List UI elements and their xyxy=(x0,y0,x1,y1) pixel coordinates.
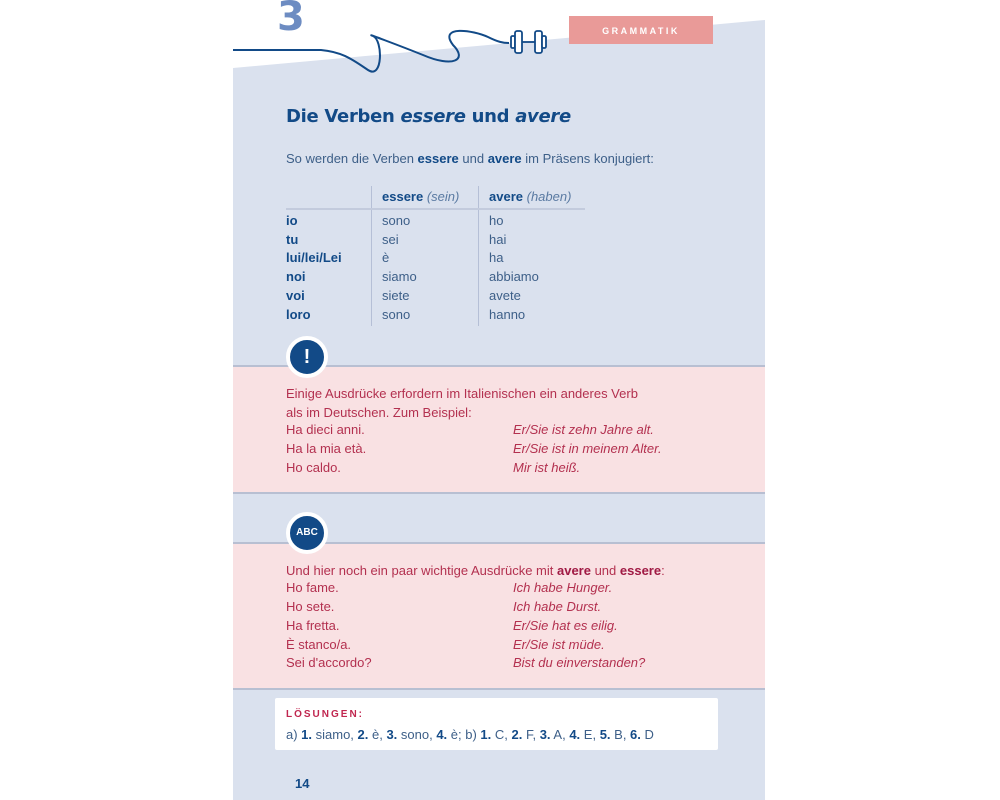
avere-form: abbiamo xyxy=(489,269,539,284)
wave-line-decoration xyxy=(233,0,765,90)
essere-form: sei xyxy=(382,232,399,247)
example-row: Sei d'accordo? Bist du einverstanden? xyxy=(286,655,646,670)
essere-form: siamo xyxy=(382,269,417,284)
example-row: Ha fretta. Er/Sie hat es eilig. xyxy=(286,618,618,633)
avere-form: avete xyxy=(489,288,521,303)
pronoun: io xyxy=(286,213,298,228)
example-row: Ho caldo. Mir ist heiß. xyxy=(286,460,581,475)
page-title: Die Verben essere und avere xyxy=(286,106,571,127)
example-row: Ho fame. Ich habe Hunger. xyxy=(286,580,613,595)
note-text: Einige Ausdrücke erfordern im Italienischen ein anderes Verb als im Deutschen. Zum Beispiel: xyxy=(286,386,638,420)
table-row xyxy=(286,250,586,269)
section-tag-grammatik: GRAMMATIK xyxy=(569,16,713,44)
avere-form: ho xyxy=(489,213,504,228)
avere-form: hanno xyxy=(489,307,526,322)
pronoun: lui/lei/Lei xyxy=(286,250,342,265)
dumbbell-icon xyxy=(511,31,546,53)
table-row xyxy=(286,307,586,326)
solutions-text: a) 1. siamo, 2. è, 3. sono, 4. è; b) 1. C, 2. F, 3. A, 4. E, 5. B, 6. D xyxy=(286,727,654,742)
vocab-intro: Und hier noch ein paar wichtige Ausdrücke mit avere und essere: xyxy=(286,563,665,578)
pronoun: noi xyxy=(286,269,306,284)
table-header-rule xyxy=(286,208,585,210)
table-row xyxy=(286,213,586,232)
intro-text: So werden die Verben essere und avere im Präsens konjugiert: xyxy=(286,151,654,166)
column-header-avere: avere (haben) xyxy=(489,189,572,204)
avere-form: ha xyxy=(489,250,504,265)
column-header-essere: essere (sein) xyxy=(382,189,460,204)
table-row xyxy=(286,269,586,288)
solutions-box xyxy=(275,698,718,750)
exclamation-icon: ! xyxy=(286,336,328,378)
chapter-number: 3 xyxy=(277,0,305,40)
essere-form: siete xyxy=(382,288,410,303)
essere-form: sono xyxy=(382,307,411,322)
example-row: Ha la mia età. Er/Sie ist in meinem Alter. xyxy=(286,441,662,456)
pronoun: tu xyxy=(286,232,299,247)
abc-icon: ABC xyxy=(286,512,328,554)
textbook-page xyxy=(233,0,765,800)
table-row xyxy=(286,288,586,307)
pronoun: voi xyxy=(286,288,305,303)
avere-form: hai xyxy=(489,232,507,247)
table-row xyxy=(286,232,586,251)
example-row: Ho sete. Ich habe Durst. xyxy=(286,599,602,614)
pronoun: loro xyxy=(286,307,311,322)
example-row: Ha dieci anni. Er/Sie ist zehn Jahre alt. xyxy=(286,422,654,437)
solutions-heading: LÖSUNGEN: xyxy=(286,709,364,720)
essere-form: sono xyxy=(382,213,411,228)
example-row: È stanco/a. Er/Sie ist müde. xyxy=(286,637,605,652)
essere-form: è xyxy=(382,250,390,265)
page-number: 14 xyxy=(295,776,310,791)
